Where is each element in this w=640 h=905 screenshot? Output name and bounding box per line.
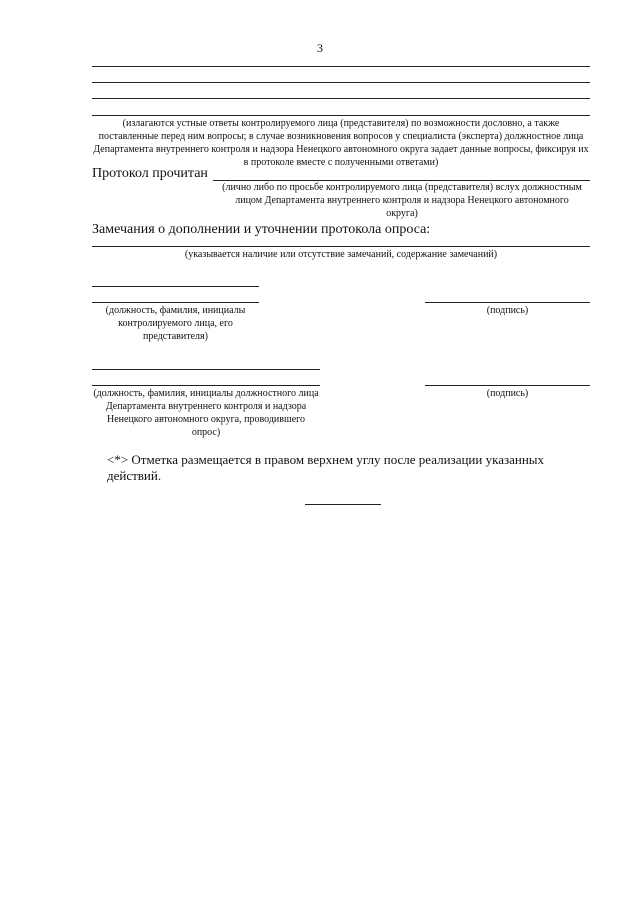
- closing-line: [305, 504, 381, 505]
- remarks-caption: (указывается наличие или отсутствие замечаний, содержание замечаний): [184, 249, 498, 260]
- footnote: <*> Отметка размещается в правом верхнем углу после реализации указанных действий.: [107, 452, 545, 483]
- protocol-read-label: Протокол прочитан: [92, 166, 208, 181]
- official-position-line-2: [92, 385, 320, 386]
- official-signature-caption: (подпись): [486, 388, 529, 399]
- official-position-caption: (должность, фамилия, инициалы должностного лица Департамента внутреннего контроля и надзора Ненецкого автономного округа, проводившего опрос): [93, 388, 319, 438]
- official-position-line-1: [92, 369, 320, 370]
- answer-line-3: [92, 98, 590, 99]
- page-number: 3: [317, 41, 323, 55]
- answer-line-4: [92, 115, 590, 116]
- controlled-position-caption: (должность, фамилия, инициалы контролируемого лица, его представителя): [105, 305, 246, 342]
- remarks-label: Замечания о дополнении и уточнении протокола опроса:: [92, 222, 431, 237]
- controlled-position-line-1: [92, 286, 259, 287]
- remarks-line: [92, 246, 590, 247]
- protocol-read-caption: (лично либо по просьбе контролируемого лица (представителя) вслух должностным лицом Департамента внутреннего контроля и надзора Ненецкого автономного округа): [222, 182, 582, 219]
- official-signature-line: [425, 385, 590, 386]
- answer-line-2: [92, 82, 590, 83]
- answer-line-1: [92, 66, 590, 67]
- controlled-position-line-2: [92, 302, 259, 303]
- answers-caption: (излагаются устные ответы контролируемого лица (представителя) по возможности дословно, а также поставленные перед ним вопросы; в случае возникновения вопросов у специалиста (эксперта) должностное лица Департамента внутреннего контроля и надзора Ненецкого автономного округа задает данные вопросы, фиксируя их в протоколе вместе с полученными ответами): [93, 118, 589, 168]
- controlled-signature-line: [425, 302, 590, 303]
- controlled-signature-caption: (подпись): [486, 305, 529, 316]
